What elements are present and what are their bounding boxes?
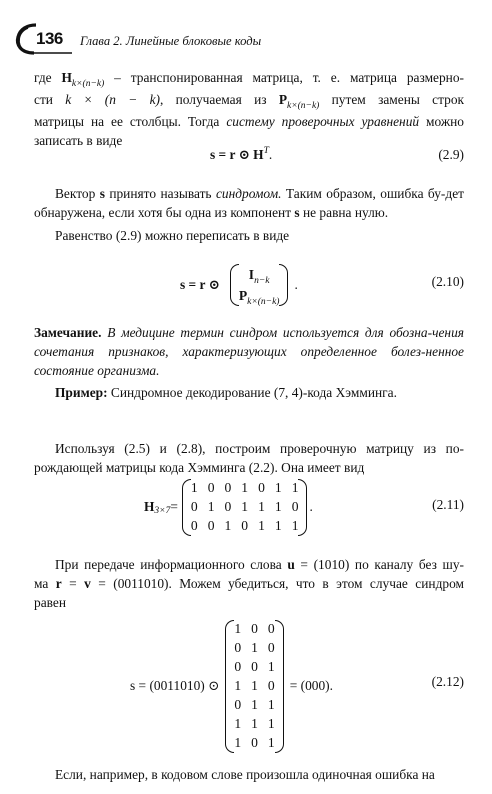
subscript: 3×7	[154, 506, 171, 516]
math-dimension: k × (n − k)	[65, 92, 160, 107]
text: – транспонированная матрица, т. е. матрица размерно-	[104, 70, 464, 85]
equation-2-11	[34, 477, 464, 537]
subscript: k×(n−k)	[247, 296, 280, 307]
matrix-entry: 0	[190, 499, 198, 514]
equation-number: (2.9)	[438, 147, 464, 162]
vector-s: s	[294, 205, 300, 220]
matrix-entry: 1	[224, 518, 232, 533]
remark-text: ненное состояние организма.	[34, 344, 464, 378]
matrix-entry: 1	[291, 480, 299, 495]
matrix-entry: 1	[190, 480, 198, 495]
running-title: Глава 2. Линейные блоковые коды	[80, 34, 262, 48]
matrix-entry: 0	[267, 678, 275, 693]
paragraph-syndrome	[34, 184, 464, 222]
text: =	[170, 499, 178, 514]
matrix-row	[186, 517, 304, 536]
equation-number: (2.12)	[431, 674, 464, 689]
vector-u: u	[287, 557, 295, 572]
equation-2-10	[34, 262, 464, 308]
matrix-symbol-h: H	[61, 70, 72, 85]
matrix-row	[229, 677, 279, 696]
left-paren	[225, 620, 234, 753]
text: =	[61, 576, 85, 591]
subscript: n−k	[254, 275, 270, 286]
right-paren	[298, 479, 307, 536]
left-paren	[230, 264, 239, 306]
matrix-row	[229, 696, 279, 715]
text: Таким образом, ошибка бу-	[281, 186, 446, 201]
subscript: k×(n−k)	[71, 79, 105, 89]
equation-number: (2.11)	[432, 497, 464, 512]
left-paren	[182, 479, 191, 536]
remark-text: В медицине термин синдром используется для обозна-	[101, 325, 433, 340]
matrix-entry: 0	[190, 518, 198, 533]
text: , получаемая из	[159, 92, 279, 107]
matrix-entry: 1	[234, 716, 242, 731]
matrix-entry: 1	[251, 678, 258, 693]
paragraph-rewrite	[34, 226, 464, 245]
matrix-row	[229, 658, 279, 677]
equation-number: (2.10)	[431, 274, 464, 289]
matrix-row	[229, 734, 279, 753]
paragraph-transmission	[34, 555, 464, 612]
text: путем замены строк	[319, 92, 465, 107]
text: .	[294, 277, 298, 292]
superscript: T	[263, 146, 269, 156]
matrix-entry: 0	[224, 480, 232, 495]
right-paren	[279, 264, 288, 306]
example-heading	[34, 383, 464, 402]
emphasis-term: синдромом.	[215, 186, 282, 201]
paragraph-check-matrix	[34, 439, 464, 477]
matrix-entry: 0	[267, 640, 275, 655]
paragraph-single-error	[34, 765, 464, 784]
emphasis-term: систему проверочных уравнений	[226, 114, 420, 129]
matrix-entry: 0	[241, 518, 249, 533]
matrix-entry: 1	[267, 659, 275, 674]
matrix-entry: 1	[274, 499, 282, 514]
example-label: Пример:	[55, 385, 108, 400]
matrix-entry: 1	[234, 678, 242, 693]
remark-label: Замечание.	[34, 325, 102, 340]
text: не равна нулю.	[299, 205, 389, 220]
equation-2-9	[34, 147, 464, 169]
text: При передаче информационного слова	[55, 557, 288, 572]
remark-block	[34, 323, 464, 380]
text: принято называть	[104, 186, 216, 201]
matrix-entry: 1	[274, 480, 282, 495]
equation-body: s = r ⊙	[180, 277, 220, 292]
matrix-entry: 0	[251, 735, 258, 750]
paragraph-transposed-matrix	[34, 68, 464, 150]
text: Используя (2.5) и (2.8), построим проверочную матрицу из по-	[55, 441, 464, 456]
matrix-entry: 0	[251, 621, 258, 636]
block-matrix-table	[234, 264, 285, 306]
matrix-entry: 1	[234, 735, 242, 750]
matrix-entry: 1	[267, 716, 275, 731]
matrix-symbol-p: P	[278, 92, 288, 107]
text: Вектор	[55, 186, 100, 201]
parity-check-matrix	[186, 479, 304, 536]
text: ма	[34, 576, 56, 591]
matrix-entry: 0	[291, 499, 299, 514]
matrix-entry: 1	[258, 499, 265, 514]
matrix-entry: 0	[234, 659, 242, 674]
h-transpose-matrix	[229, 620, 279, 753]
matrix-entry: 1	[258, 518, 265, 533]
text: рождающей матрицы кода Хэмминга (2.2). Она имеет вид	[34, 460, 365, 475]
matrix-row	[229, 620, 279, 639]
matrix-entry: 1	[274, 518, 282, 533]
matrix-symbol-i: I	[248, 266, 255, 282]
equation-body: s = (0011010) ⊙	[130, 678, 220, 693]
text: дет обнаружена, если хотя бы одна из компонент	[34, 186, 464, 220]
text: можно	[419, 114, 464, 129]
matrix-entry: 0	[224, 499, 232, 514]
matrix-entry: 0	[207, 518, 215, 533]
parity-check-matrix-table	[186, 479, 304, 536]
vector-v: v	[84, 576, 91, 591]
matrix-entry: 1	[251, 716, 258, 731]
right-paren	[275, 620, 284, 753]
text: = (0011010). Можем убедиться, что в этом случае синдром	[90, 576, 464, 591]
matrix-entry: 0	[234, 697, 242, 712]
matrix-entry: 0	[207, 480, 215, 495]
matrix-entry: 1	[241, 480, 249, 495]
block-matrix	[234, 264, 285, 306]
vector-s: s	[99, 186, 105, 201]
matrix-entry: 0	[258, 480, 265, 495]
matrix-entry: 1	[207, 499, 215, 514]
matrix-entry: 1	[267, 735, 275, 750]
page-number: 136	[36, 29, 63, 48]
text: = (000).	[289, 678, 333, 693]
matrix-entry: 1	[291, 518, 299, 533]
text: равен	[34, 595, 66, 610]
matrix-entry: 1	[267, 697, 275, 712]
text: матрицы на ее столбцы. Тогда	[34, 114, 227, 129]
matrix-row	[229, 639, 279, 658]
matrix-entry: 1	[251, 697, 258, 712]
matrix-row	[186, 498, 304, 517]
matrix-entry: 0	[251, 659, 258, 674]
text: где	[34, 70, 62, 85]
remark-text: чения сочетания признаков, характеризующих определенное болез-	[34, 325, 464, 359]
running-header	[14, 22, 484, 58]
h-transpose-matrix-table	[229, 620, 279, 753]
equation-body: s = r ⊙ H	[210, 147, 264, 162]
subscript: k×(n−k)	[287, 101, 320, 111]
matrix-row	[186, 479, 304, 498]
matrix-entry: 0	[234, 640, 242, 655]
text: .	[268, 147, 273, 162]
matrix-entry: 1	[251, 640, 258, 655]
matrix-symbol-p: P	[238, 287, 248, 303]
matrix-row	[229, 715, 279, 734]
equation-2-12	[34, 617, 464, 755]
matrix-entry: 0	[267, 621, 275, 636]
text: .	[309, 499, 313, 514]
text: = (1010) по каналу без шу-	[294, 557, 464, 572]
matrix-entry: 1	[241, 499, 249, 514]
text: записать в виде	[34, 133, 123, 148]
text: сти	[34, 92, 66, 107]
text: Синдромное декодирование (7, 4)-кода Хэмминга.	[107, 385, 397, 400]
text: Если, например, в кодовом слове произошла одиночная ошибка на	[55, 767, 435, 782]
matrix-entry: 1	[234, 621, 242, 636]
matrix-symbol-h: H	[144, 499, 155, 514]
vector-r: r	[55, 576, 62, 591]
text: Равенство (2.9) можно переписать в виде	[55, 228, 290, 243]
